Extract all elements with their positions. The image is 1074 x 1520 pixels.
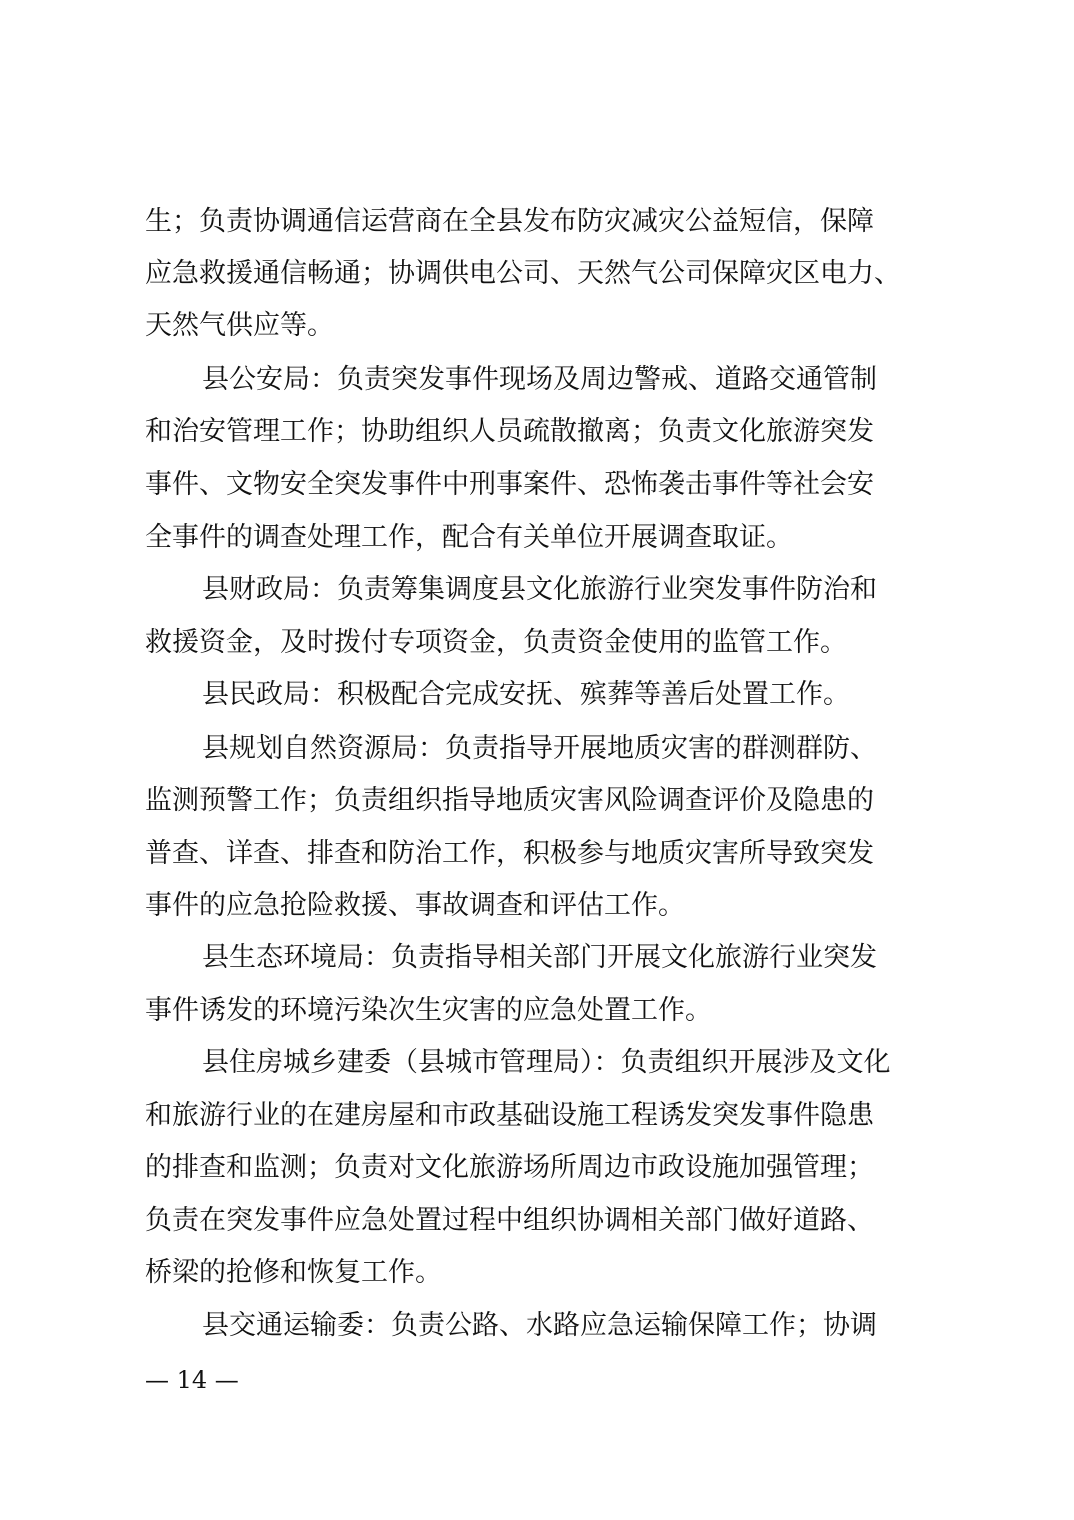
paragraph-first-line: 县规划自然资源局：负责指导开展地质灾害的群测群防、 <box>202 733 877 764</box>
text-line: 和治安管理工作；协助组织人员疏散撤离；负责文化旅游突发 <box>145 416 874 447</box>
paragraph-first-line: 县生态环境局：负责指导相关部门开展文化旅游行业突发 <box>202 942 877 973</box>
text-line: 桥梁的抢修和恢复工作。 <box>145 1257 442 1288</box>
paragraph-first-line: 县财政局：负责筹集调度县文化旅游行业突发事件防治和 <box>202 574 877 605</box>
paragraph-first-line: 县民政局：积极配合完成安抚、殡葬等善后处置工作。 <box>202 679 850 710</box>
paragraph-first-line: 县交通运输委：负责公路、水路应急运输保障工作；协调 <box>202 1310 877 1341</box>
text-line: 应急救援通信畅通；协调供电公司、天然气公司保障灾区电力、 <box>145 258 901 289</box>
text-line: 事件、文物安全突发事件中刑事案件、恐怖袭击事件等社会安 <box>145 469 874 500</box>
text-line: 救援资金，及时拨付专项资金，负责资金使用的监管工作。 <box>145 627 847 658</box>
text-line: 和旅游行业的在建房屋和市政基础设施工程诱发突发事件隐患 <box>145 1100 874 1131</box>
text-line: 生；负责协调通信运营商在全县发布防灾减灾公益短信，保障 <box>145 206 874 237</box>
paragraph-first-line: 县公安局：负责突发事件现场及周边警戒、道路交通管制 <box>202 364 877 395</box>
page-number: — 14 — <box>145 1366 239 1394</box>
text-line: 事件的应急抢险救援、事故调查和评估工作。 <box>145 890 685 921</box>
paragraph-first-line: 县住房城乡建委（县城市管理局）：负责组织开展涉及文化 <box>202 1047 891 1078</box>
text-line: 全事件的调查处理工作，配合有关单位开展调查取证。 <box>145 522 793 553</box>
text-line: 事件诱发的环境污染次生灾害的应急处置工作。 <box>145 995 712 1026</box>
text-line: 普查、详查、排查和防治工作，积极参与地质灾害所导致突发 <box>145 838 874 869</box>
text-line: 监测预警工作；负责组织指导地质灾害风险调查评价及隐患的 <box>145 785 874 816</box>
text-line: 天然气供应等。 <box>145 310 334 341</box>
text-line: 的排查和监测；负责对文化旅游场所周边市政设施加强管理； <box>145 1152 874 1183</box>
text-line: 负责在突发事件应急处置过程中组织协调相关部门做好道路、 <box>145 1205 874 1236</box>
